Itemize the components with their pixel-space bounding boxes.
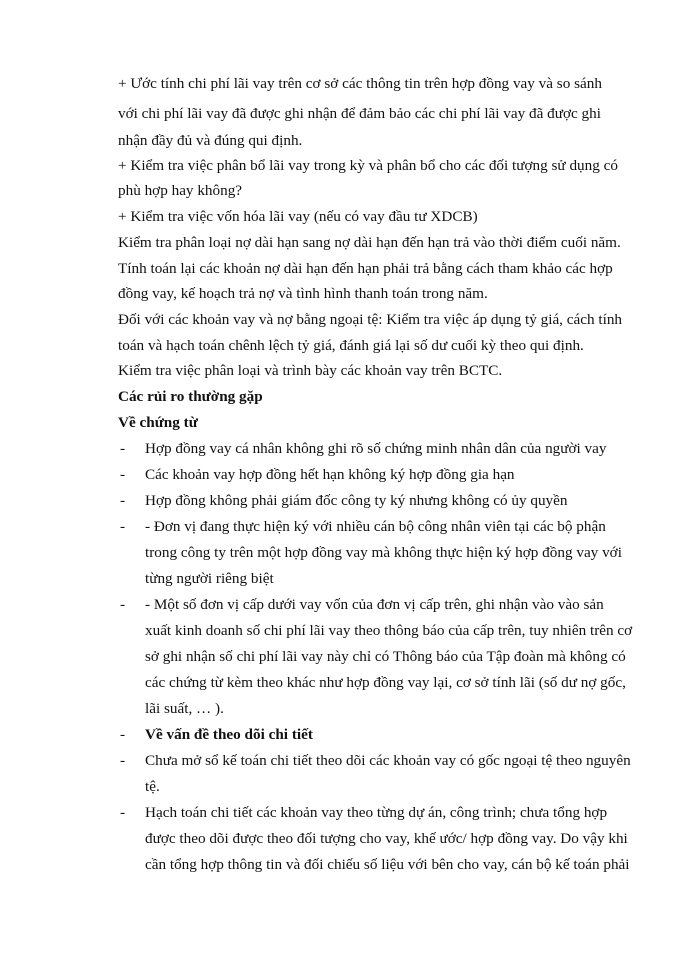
- list-item-line: cần tổng hợp thông tin và đối chiếu số liệu với bên cho vay, cán bộ kế toán phải: [145, 856, 630, 873]
- dash-marker: -: [120, 466, 126, 483]
- list-item: Các khoản vay hợp đồng hết hạn không ký hợp đồng gia hạn: [145, 466, 515, 483]
- dash-marker: -: [120, 726, 126, 743]
- list-item-line: trong công ty trên một hợp đồng vay mà không thực hiện ký hợp đồng vay với: [145, 544, 622, 561]
- paragraph-line: + Kiểm tra việc vốn hóa lãi vay (nếu có vay đầu tư XDCB): [118, 208, 478, 225]
- dash-marker: -: [120, 804, 126, 821]
- paragraph-line: với chi phí lãi vay đã được ghi nhận để đảm bảo các chi phí lãi vay đã được ghi: [118, 105, 601, 122]
- paragraph-line: Kiểm tra việc phân loại và trình bày các khoản vay trên BCTC.: [118, 362, 503, 379]
- dash-marker: -: [120, 752, 126, 769]
- heading-risks: Các rủi ro thường gặp: [118, 388, 263, 405]
- paragraph-line: Kiểm tra phân loại nợ dài hạn sang nợ dài hạn đến hạn trả vào thời điểm cuối năm.: [118, 234, 621, 251]
- list-item-line: lãi suất, … ).: [145, 700, 224, 717]
- paragraph-line: nhận đầy đủ và đúng qui định.: [118, 132, 303, 149]
- list-item: Hợp đồng vay cá nhân không ghi rõ số chứng minh nhân dân của người vay: [145, 440, 607, 457]
- heading-documents: Về chứng từ: [118, 414, 198, 431]
- dash-marker: -: [120, 492, 126, 509]
- heading-detail-tracking: Về vấn đề theo dõi chi tiết: [145, 726, 313, 743]
- list-item: Hợp đồng không phải giám đốc công ty ký nhưng không có ủy quyền: [145, 492, 568, 509]
- paragraph-line: Tính toán lại các khoản nợ dài hạn đến hạn phải trả bằng cách tham khảo các hợp: [118, 260, 613, 277]
- paragraph-line: + Ước tính chi phí lãi vay trên cơ sở các thông tin trên hợp đồng vay và so sánh: [118, 75, 602, 92]
- list-item-line: Hạch toán chi tiết các khoản vay theo từng dự án, công trình; chưa tổng hợp: [145, 804, 608, 821]
- list-item-line: Chưa mở sổ kế toán chi tiết theo dõi các khoản vay có gốc ngoại tệ theo nguyên: [145, 752, 631, 769]
- paragraph-line: toán và hạch toán chênh lệch tỷ giá, đánh giá lại số dư cuối kỳ theo qui định.: [118, 337, 584, 354]
- list-item-line: tệ.: [145, 778, 160, 795]
- paragraph-line: + Kiểm tra việc phân bổ lãi vay trong kỳ và phân bổ cho các đối tượng sử dụng có: [118, 157, 618, 174]
- list-item-line: sở ghi nhận số chi phí lãi vay này chỉ có Thông báo của Tập đoàn mà không có: [145, 648, 626, 665]
- dash-marker: -: [120, 518, 126, 535]
- list-item-line: được theo dõi được theo đối tượng cho vay, khế ước/ hợp đồng vay. Do vậy khi: [145, 830, 628, 847]
- dash-marker: -: [120, 440, 126, 457]
- paragraph-line: đồng vay, kế hoạch trả nợ và tình hình thanh toán trong năm.: [118, 285, 488, 302]
- list-item-line: xuất kinh doanh số chi phí lãi vay theo thông báo của cấp trên, tuy nhiên trên cơ: [145, 622, 633, 639]
- list-item-line: - Một số đơn vị cấp dưới vay vốn của đơn vị cấp trên, ghi nhận vào vào sản: [145, 596, 604, 613]
- paragraph-line: phù hợp hay không?: [118, 182, 243, 199]
- list-item-line: các chứng từ kèm theo khác như hợp đồng vay lại, cơ sở tính lãi (số dư nợ gốc,: [145, 674, 626, 691]
- list-item-line: từng người riêng biệt: [145, 570, 274, 587]
- paragraph-line: Đối với các khoản vay và nợ bằng ngoại tệ: Kiểm tra việc áp dụng tỷ giá, cách tính: [118, 311, 623, 328]
- dash-marker: -: [120, 596, 126, 613]
- list-item-line: - Đơn vị đang thực hiện ký với nhiều cán bộ công nhân viên tại các bộ phận: [145, 518, 606, 535]
